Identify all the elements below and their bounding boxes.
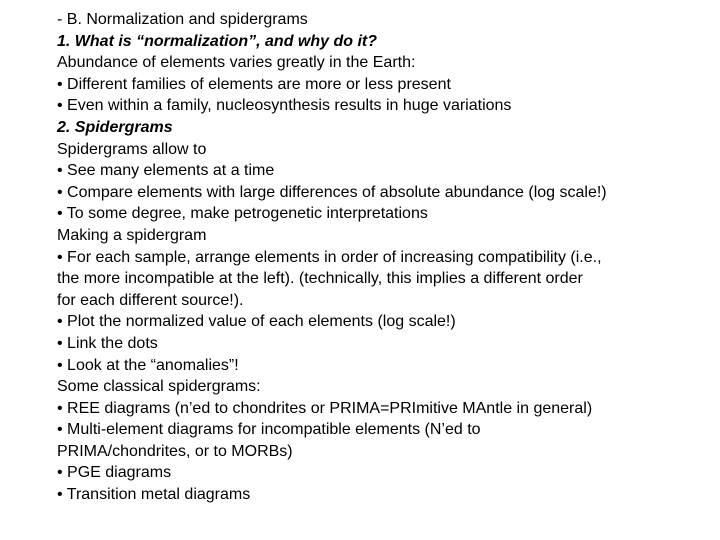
bullet-arrange-line-2: the more incompatible at the left). (technically, this implies a different order: [57, 270, 583, 288]
bullet-link-dots: • Link the dots: [57, 334, 158, 352]
bullet-ree-diagrams: • REE diagrams (n’ed to chondrites or PRIMA=PRImitive MAntle in general): [57, 399, 593, 417]
bullet-transition-metal: • Transition metal diagrams: [57, 486, 251, 504]
bullet-many-elements: • See many elements at a time: [57, 162, 275, 180]
section-1-title: 1. What is “normalization”, and why do it?: [57, 32, 378, 50]
bullet-pge-diagrams: • PGE diagrams: [57, 464, 172, 482]
bullet-multi-element-line-2: PRIMA/chondrites, or to MORBs): [57, 442, 293, 460]
section-2-title: 2. Spidergrams: [57, 118, 173, 136]
classical-spidergrams-title: Some classical spidergrams:: [57, 378, 261, 396]
bullet-multi-element-line-1: • Multi-element diagrams for incompatible elements (N’ed to: [57, 421, 481, 439]
bullet-petrogenetic: • To some degree, make petrogenetic interpretations: [57, 205, 428, 223]
bullet-plot-normalized: • Plot the normalized value of each elements (log scale!): [57, 313, 456, 331]
bullet-arrange-line-1: • For each sample, arrange elements in order of increasing compatibility (i.e.,: [57, 248, 602, 266]
making-spidergram-title: Making a spidergram: [57, 226, 207, 244]
bullet-nucleosynthesis: • Even within a family, nucleosynthesis results in huge variations: [57, 97, 512, 115]
section-1-intro: Abundance of elements varies greatly in the Earth:: [57, 54, 416, 72]
bullet-anomalies: • Look at the “anomalies”!: [57, 356, 239, 374]
bullet-compare-elements: • Compare elements with large differences of absolute abundance (log scale!): [57, 183, 607, 201]
bullet-families: • Different families of elements are more or less present: [57, 75, 451, 93]
slide-heading: - B. Normalization and spidergrams: [57, 11, 308, 28]
section-2-intro: Spidergrams allow to: [57, 140, 207, 158]
bullet-arrange-line-3: for each different source!).: [57, 291, 244, 309]
slide-text-body: [57, 9, 697, 506]
